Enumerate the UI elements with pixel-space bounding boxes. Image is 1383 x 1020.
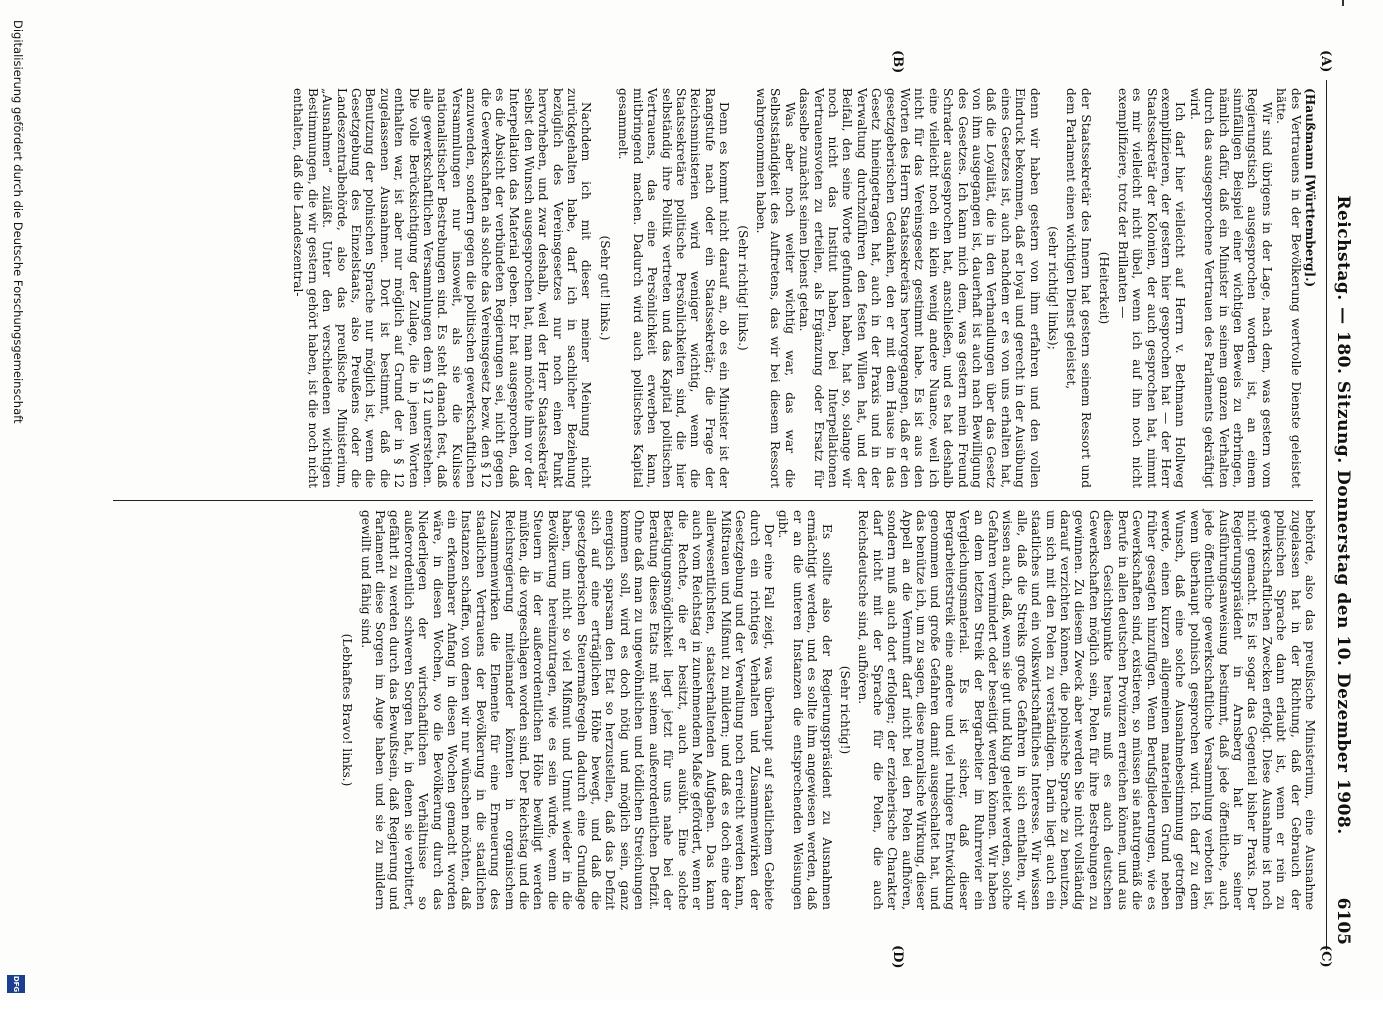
right-column <box>336 510 1317 910</box>
column-rule <box>113 500 1313 501</box>
interjection: (Sehr gut! links.) <box>597 235 612 341</box>
margin-marker-a: (A) <box>1318 50 1333 73</box>
page-number: 6105 <box>1333 897 1353 945</box>
paragraph: Nachdem ich mit dieser meiner Meinung nicht zurückgehalten habe, darf ich in sachlicher Beziehung bezüglich des Vereinsgesetzes nur noch einen Punkt hervorheben, und zwar deshalb, weil der Herr Staatssekretär selbst den Wunsch ausgesprochen hat, man möchte ihm vor der Interpellation das Material geben. Er hat ausgesprochen, daß es die Absicht der verbündeten Regierungen sei, nicht gegen die Gewerkschaften als solche das Vereinsgesetz bezw. den § 12 anzuwenden, sondern gegen die politischen gewerkschaftlichen Versammlungen nur insoweit, als sie die Kulisse nationalistischer Bestrebungen sind. Es steht danach fest, daß alle gewerkschaftlichen Versammlungen dem § 12 unterstehen. Die volle Berücksichtigung der Zulage, die in jenen Worten enthalten war, ist aber nur möglich auf Grund der in § 12 zugelassenen Ausnahmen. Dort ist bestimmt, daß die Benutzung der polnischen Sprache nur möglich ist, wenn die Gesetzgebung des Einzelstaats, also Preußens oder die Landeszentralbehörde, also das preußische Ministerium, „Ausnahmen“ zuläßt. Unter den verschiedenen wichtigen Bestimmungen, die wir gestern gehört haben, ist die noch nicht enthalten, daß die Landeszentral- <box>291 88 594 488</box>
running-head <box>1331 85 1353 945</box>
edge-mark <box>1342 0 1344 6</box>
paragraph: Ich darf hier vielleicht auf Herrn v. Bethmann Hollweg exemplifizieren, der gestern hier gesprochen hat — der Herr Staatssekretär der Kolonien, der auch gesprochen hat, nimmt es mir vielleicht nicht übel, wenn ich auf ihn noch nicht exemplifiziere, trotz der Brillanten — <box>1115 88 1188 488</box>
margin-marker-d: (D) <box>890 945 905 969</box>
margin-marker-c: (C) <box>1318 945 1333 968</box>
paragraph: Denn es kommt nicht darauf an, ob es ein Minister ist der Rangstufe nach oder ein Staatssekretär; die Frage der Reichsministerien wird weniger wichtig, wenn die Staatssekretäre politische Persönlichkeiten sind, die hier selbständig ihre Politik vertreten und das Kapital politischen Vertrauens, das eine Persönlichkeit erwerben kann, mitbringend machen. Dadurch wird auch politisches Kapital gesammelt. <box>616 88 732 488</box>
paragraph: Was aber noch weiter wichtig war, das war die Selbstständigkeit des Auftretens, das wir bei diesem Ressort wahrgenommen haben. <box>753 88 797 488</box>
paragraph: der Staatssekretär des Innern hat gestern seinem Ressort und dem Parlament einen wichtigen Dienst geleistet, <box>1064 88 1093 488</box>
paragraph: Der eine Fall zeigt, was überhaupt auf staatlichem Gebiete durch ein richtiges Verhalten und Zusammenwirken der Gesetzgebung und der Verwaltung noch erreicht werden kann, Mißtrauen und Mißmut zu mildern; und daß es doch eine der allerwesentlichsten, staatserhaltenden Aufgaben. Das kann auch vom Reichstag in zunehmendem Maße gefördert, wenn er die Rechte, die er besitzt, auch ausübt. Eine solche Betätigungsmöglichkeit liegt jetzt für uns nahe bei der Beratung dieses Etats mit seinem außerordentlichen Defizit. Ohne daß man zu ungewöhnlichen und tödlichen Streichungen kommen soll, wird es doch nötig und möglich sein, ganz energisch sparsam den Etat so herzustellen, daß das Defizit sich auf eine erträglichen Höhe bewegt, und daß die gesetzgeberischen Steuermaßregeln dadurch eine Grundlage haben, um nicht so viel Mißmut und Unmut wieder in die Bevölkerung hereinzutragen, wie es sein würde, wenn die Steuern in der außerordentlichen Höhe bewilligt werden müßten, die vorgeschlagen worden sind. Der Reichstag und die Reichsregierung miteinander könnten in organischem Zusammenwirken die Elemente für eine Erneuerung des staatlichen Vertrauens der Bevölkerung in die staatlichen Instanzen schaffen, von denen wir nur wünschen möchten, daß ein erkennbarer Anfang in diesen Wochen gemacht worden wäre, in diesen Wochen, wo die Bevölkerung durch das Niederliegen der wirtschaftlichen Verhältnisse so außerordentlich schweren Sorgen hat, in denen sie verbittert, gefährlt zu werden durch das Bewußtsein, daß Regierung und Parlament diese Sorgen im Auge haben und sie zu mildern gewillt und fähig sind. <box>358 510 776 910</box>
interjection: (sehr richtig! links); <box>1046 226 1061 350</box>
footer <box>3 0 93 1000</box>
digitization-credit: Digitalisierung gefördert durch die Deutsche Forschungsgemeinschaft <box>11 20 25 424</box>
interjection: (Heiterkeit) <box>1097 251 1112 325</box>
paragraph: denn wir haben gestern von ihm erfahren und den vollen Eindruck bekommen, daß er loyal und gerecht in der Ausübung eines Gesetzes ist, auch nachdem er es von uns erhalten hat, daß die Loyalität, die in den Verhandlungen über das Gesetz von ihm ausgegangen ist, dauerhaft ist auch nach Bewilligung des Gesetzes. Ich kann mich dem, was gestern mein Freund Schrader ausgesprochen hat, anschließen, und es hat deshalb eine vielleicht noch ein klein wenig andere Nuance, weil ich nicht für das Vereinsgesetz gestimmt habe. Es ist aus den Worten des Herrn Staatssekretärs hervorgegangen, daß er den gesetzgeberischen Gedanken, den er mit dem Hause in das Gesetz hineingetragen hat, auch in der Praxis und in der Verwaltung durchzuführen den festen Willen hat, und der Beifall, den seine Worte gefunden haben, hat so, solange wir noch nicht das Institut haben, bei Interpellationen Vertrauensvoten zu erteilen, als Ergänzung oder Ersatz für dasselbe zunächst seinen Dienst getan. <box>797 88 1042 488</box>
paragraph: behörde, also das preußische Ministerium, eine Ausnahme zugelassen hat in der Richtung, daß der Gebrauch der polnischen Sprache dann erlaubt ist, wenn er rein zu gewerkschaftlichen Zwecken erfolgt. Diese Ausnahme ist noch nicht gemacht. Es ist sogar das Gegenteil bisher Praxis. Der Regierungspräsident in Arnsberg hat in seiner Ausführungsanweisung bestimmt, daß jede öffentliche, auch jede öffentliche gewerkschaftliche Versammlung verboten ist, wenn überhaupt polnisch gesprochen wird. Ich darf zu dem Wunsch, daß eine solche Ausnahmebestimmung getroffen werde, einen kurzen allgemeinen materiellen Grund neben früher gesagten hinzufügen. Wenn Berufsgliederungen, wie es Gewerkschaften sind, existieren, so müssen sie naturgemäß die Berufe in allen deutschen Provinzen erreichen können, und aus diesen Gesichtspunkte heraus muß es auch deutschen Gewerkschaften möglich sein, Polen für ihre Bestrebungen zu gewinnen. Zu diesem Zweck aber werden Sie nicht vollständig darauf verzichten können, die polnische Sprache zu benutzen, um sich mit den Polen zu verständigen. Darin liegt auch ein staatliches und ein volkswirtschaftliches Interesse. Wir wissen alle, daß die Streiks große Gefahren in sich enthalten, wir wissen auch, daß, wenn sie gut und klug geleitet werden, solche Gefahren vermindert oder beseitigt werden können. Wir haben an dem letzten Streik der Bergarbeiter im Ruhrrevier ein Vergleichungsmaterial. Es ist sicher, daß dieser Bergarbeiterstreik eine andere und viel ruhigere Entwicklung genommen und große Gefahren damit ausgeschaltet hat, und das benütze ich, um zu sagen, diese moralische Wirkung, dieser Appell an die Vernunft darf nicht bei den Polen aufhören, sondern muß auch dort erfolgen; der erzieherische Charakter darf nicht mit der Sprache für die Polen, die auch Reichsdeutsche sind, aufhören. <box>856 510 1317 910</box>
interjection: (Sehr richtig!) <box>838 665 852 755</box>
running-title: Reichstag. — 180. Sitzung. Donnerstag den 10. Dezember 1908. <box>1333 195 1353 835</box>
interjection: (Sehr richtig! links.) <box>735 225 750 351</box>
header-rule <box>1326 80 1327 950</box>
paragraph: Es sollte also der Regierungspräsident zu Ausnahmen ermächtigt werden, und es sollte ihm angewiesen werden, daß er an die unteren Instanzen die entsprechenden Weisungen gibt. <box>776 510 834 910</box>
speaker-line: (Haußmann [Württemberg].) <box>1303 88 1317 288</box>
left-column <box>291 88 1317 488</box>
interjection: (Lebhaftes Bravo! links.) <box>340 633 355 787</box>
margin-marker-b: (B) <box>890 50 905 74</box>
dfg-logo: DFG <box>7 975 25 993</box>
paragraph: des Vertrauens in der Bevölkerung wertvolle Dienste geleistet hätte. <box>1274 88 1303 488</box>
paragraph: Wir sind übrigens in der Lage, nach dem, was gestern vom Regierungstisch ausgesprochen worden ist, an einem sinnfälligen Beispiel einer wichtigen Beweis zu erbringen, nämlich dafür, daß ein Minister in seinem ganzen Verhalten durch das ausgesprochene Vertrauen des Parlaments gekräftigt wird. <box>1187 88 1274 488</box>
